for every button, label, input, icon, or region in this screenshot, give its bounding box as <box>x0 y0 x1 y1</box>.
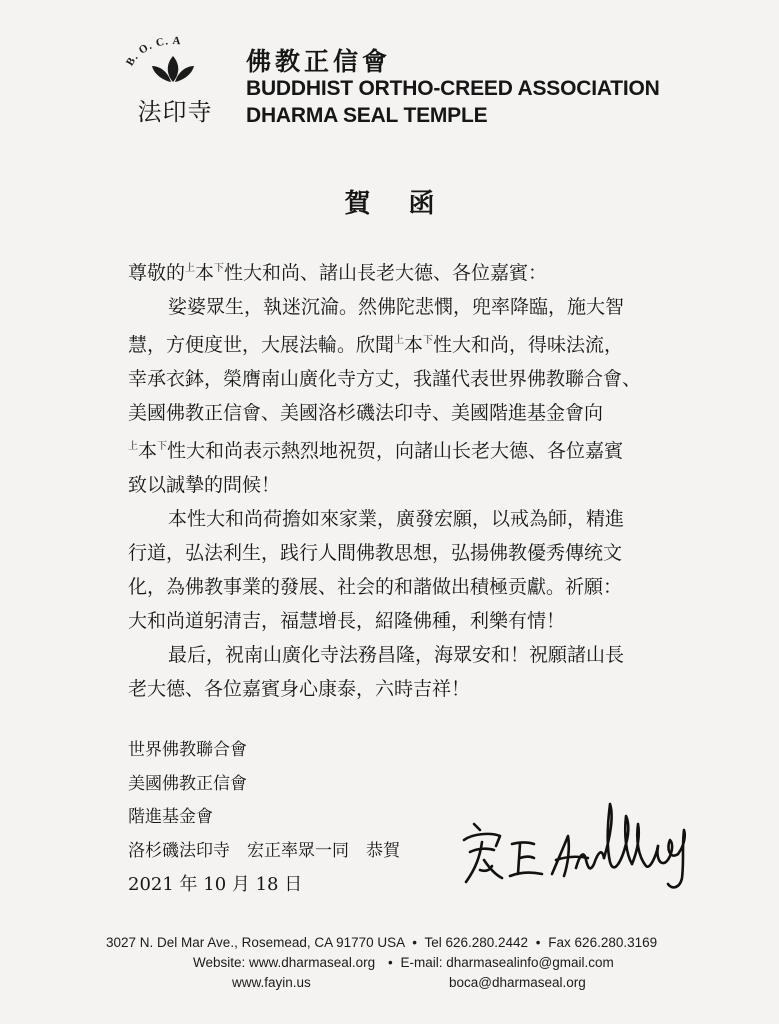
footer-tel: Tel 626.280.2442 <box>424 935 529 950</box>
paragraph-line: $^上$本$_下$性大和尚表示熱烈地祝贺，向諸山长老大德、各位嘉賓 <box>128 440 624 462</box>
salutation: 尊敬的$^上$本$_下$性大和尚、諸山長老大德、各位嘉賓： <box>128 262 548 284</box>
temple-name-en: DHARMA SEAL TEMPLE <box>246 104 488 127</box>
footer-fax: Fax 626.280.3169 <box>548 935 658 950</box>
paragraph-line: 美國佛教正信會、美國洛杉磯法印寺、美國階進基金會向 <box>128 402 604 424</box>
boca-logo <box>118 36 228 131</box>
logo-temple-name: 法印寺 <box>137 98 213 126</box>
lotus-logo-icon <box>118 36 228 84</box>
footer-web-row-2 <box>0 973 779 993</box>
paragraph-line: 老大德、各位嘉賓身心康泰，六時吉祥！ <box>128 678 471 700</box>
paragraph-line: 化，為佛教事業的發展、社会的和諧做出積極贡獻。祈願： <box>128 576 623 598</box>
paragraph-line: 最后，祝南山廣化寺法務昌隆，海眾安和！祝願諸山長 <box>168 644 625 666</box>
signer-line: 美國佛教正信會 <box>128 773 247 794</box>
letter-title: 賀函 <box>344 189 473 219</box>
paragraph-line: 娑婆眾生，執迷沉淪。然佛陀悲憫，兜率降臨，施大智 <box>168 296 625 318</box>
paragraph-line: 本性大和尚荷擔如來家業，廣發宏願，以戒為師，精進 <box>168 508 625 530</box>
footer-web-row: Website: www.dharmaseal.org • E-mail: dharmasealinfo@gmail.com <box>0 953 779 973</box>
org-name-en: BUDDHIST ORTHO-CREED ASSOCIATION <box>246 77 660 100</box>
signer-block <box>128 734 400 902</box>
footer-website[interactable]: Website: www.dharmaseal.org <box>193 955 376 970</box>
footer-email-2[interactable]: boca@dharmaseal.org <box>449 975 586 990</box>
org-name-cn: 佛教正信會 <box>246 47 392 76</box>
letter-body <box>128 252 653 706</box>
letter-footer <box>0 933 779 993</box>
handwritten-signature-icon <box>450 790 700 900</box>
footer-email[interactable]: E-mail: dharmasealinfo@gmail.com <box>400 955 614 970</box>
logo-letters: B. O. C. A <box>123 36 182 69</box>
footer-website-2[interactable]: www.fayin.us <box>232 975 311 990</box>
paragraph-line: 致以誠摯的問候！ <box>128 474 281 496</box>
paragraph-line: 大和尚道躬清吉，福慧增長，紹隆佛種，利樂有情！ <box>128 610 566 632</box>
signer-line: 世界佛教聯合會 <box>128 740 247 760</box>
letter-date: 2021 年 10 月 18 日 <box>128 874 303 895</box>
paragraph-line: 行道，弘法利生，践行人間佛教思想，弘揚佛教優秀傳统文 <box>128 542 623 564</box>
signer-line: 階進基金會 <box>128 807 213 827</box>
footer-address-row: 3027 N. Del Mar Ave., Rosemead, CA 91770 USA • Tel 626.280.2442 • Fax 626.280.3169 <box>106 935 658 950</box>
signer-line: 洛杉磯法印寺 宏正率眾一同 恭賀 <box>128 840 400 861</box>
footer-address: 3027 N. Del Mar Ave., Rosemead, CA 91770 USA <box>106 935 405 950</box>
paragraph-line: 幸承衣鉢，榮膺南山廣化寺方丈，我謹代表世界佛教聯合會、 <box>128 368 642 390</box>
paragraph-line: 慧，方便度世，大展法輪。欣聞$^上$本$_下$性大和尚，得味法流， <box>128 334 624 356</box>
